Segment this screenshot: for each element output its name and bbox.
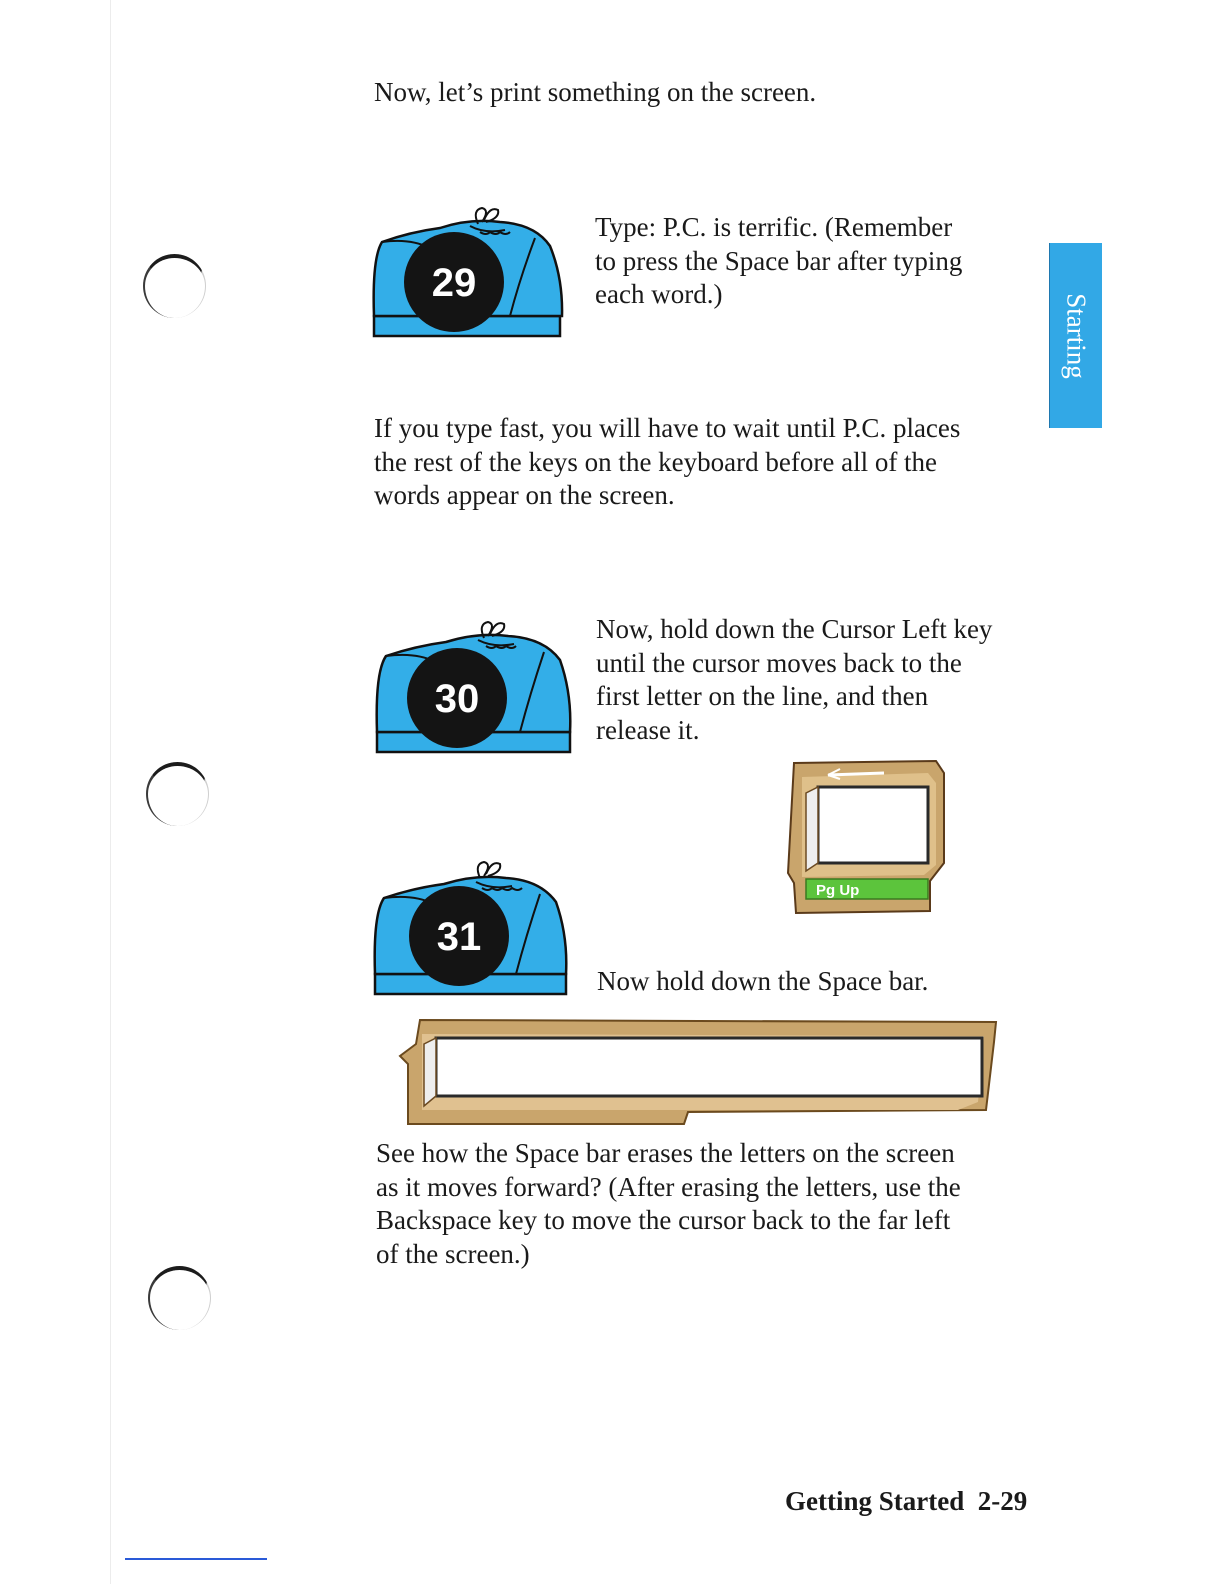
- punch-hole-middle: [146, 762, 209, 826]
- cursor-left-key-illustration: [786, 753, 952, 928]
- step-29-text: Type: P.C. is terrific. (Remember to press the Space bar after typing each word.): [595, 212, 963, 310]
- step-30-shoe-icon: [374, 610, 574, 756]
- step-29-number: 29: [431, 261, 477, 305]
- step-31-text: Now hold down the Space bar.: [597, 966, 929, 996]
- fast-typing-note: If you type fast, you will have to wait until P.C. places the rest of the keys on the keyboard before all of the words appear on the screen.: [374, 413, 961, 511]
- step-30-number: 30: [434, 677, 480, 721]
- step-31-shoe-icon: [372, 850, 572, 998]
- step-29-shoe-icon: [370, 198, 570, 340]
- space-bar-key-illustration: [398, 1014, 1002, 1133]
- footer-page-number: 2-29: [977, 1486, 1028, 1516]
- binding-line: [110, 0, 111, 1584]
- footnote-rule: [125, 1558, 267, 1560]
- punch-hole-bottom: [148, 1266, 211, 1330]
- footer-section-title: Getting Started: [785, 1486, 965, 1516]
- step-30-text: Now, hold down the Cursor Left key until the cursor moves back to the first letter on the line, and then release it.: [596, 614, 993, 745]
- pg-up-key-label: Pg Up: [816, 882, 860, 899]
- page-footer: [785, 1486, 1027, 1517]
- step-31-number: 31: [436, 915, 482, 959]
- space-bar-note: See how the Space bar erases the letters on the screen as it moves forward? (After erasing the letters, use the Backspace key to move the cursor back to the far left of the screen.): [376, 1138, 961, 1269]
- section-side-tab-label: Starting: [1061, 292, 1092, 379]
- intro-text: Now, let’s print something on the screen.: [374, 77, 817, 107]
- section-side-tab: [1049, 243, 1102, 428]
- punch-hole-top: [143, 254, 206, 318]
